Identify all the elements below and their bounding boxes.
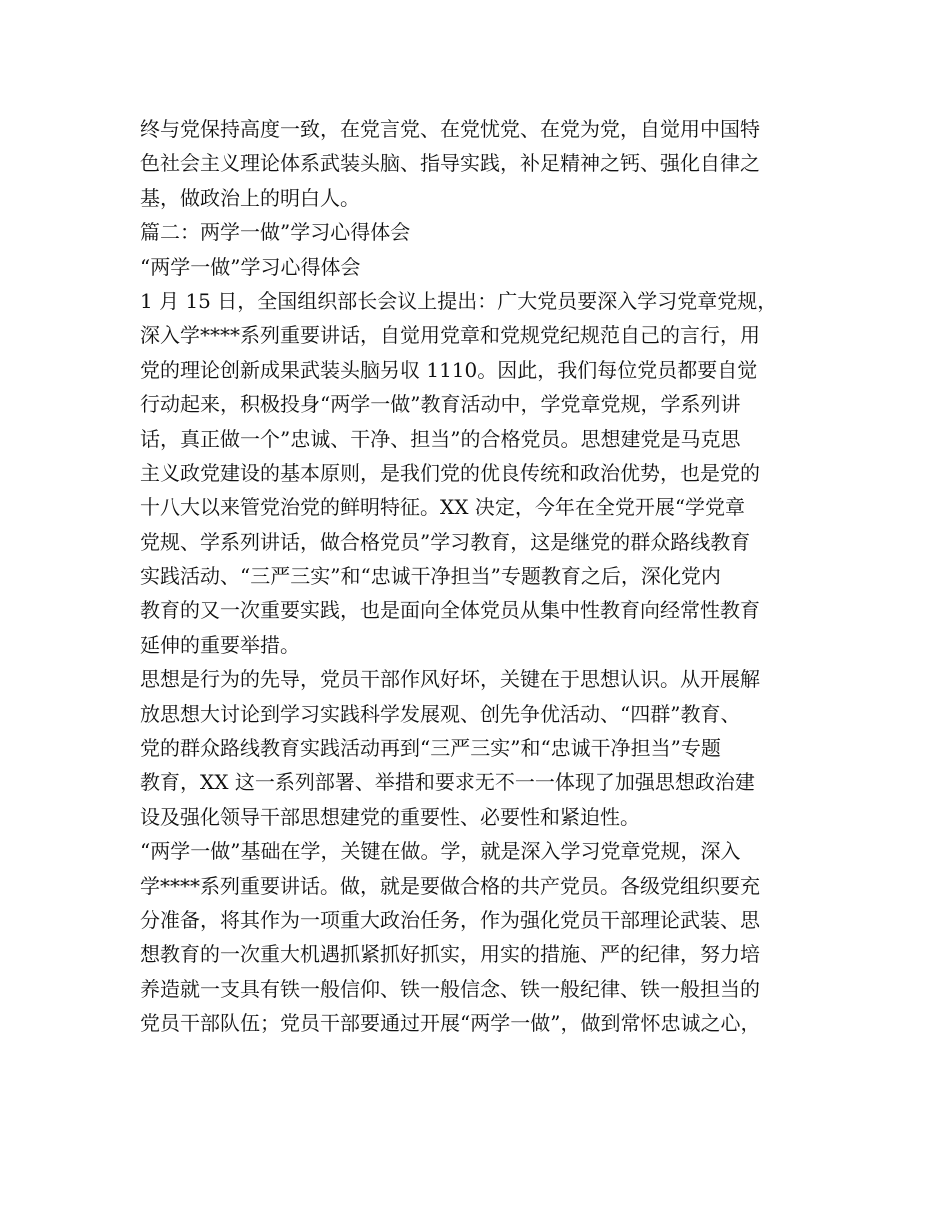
text-line: 放思想大讨论到学习实践科学发展观、创先争优活动、“四群”教育、 <box>140 701 741 726</box>
text-line: 党员干部队伍；党员干部要通过开展“两学一做”，做到常怀忠诚之心， <box>140 1011 761 1036</box>
text-line: 教育，XX 这一系列部署、举措和要求无不一一体现了加强思想政治建 <box>140 770 755 795</box>
text-line: 十八大以来管党治党的鲜明特征。XX 决定，今年在全党开展“学党章 <box>140 495 746 520</box>
text-line: 行动起来，积极投身“两学一做”教育活动中，学党章党规，学系列讲 <box>140 392 741 417</box>
text-line: 延伸的重要举措。 <box>140 632 300 657</box>
section-heading: 篇二：两学一做”学习心得体会 <box>140 220 411 245</box>
text-line: 实践活动、“三严三实”和“忠诚干净担当”专题教育之后，深化党内 <box>140 564 721 589</box>
text-line: 教育的又一次重要实践，也是面向全体党员从集中性教育向经常性教育 <box>140 598 760 623</box>
text-line: 党的理论创新成果武装头脑另収 1110。因此，我们每位党员都要自觉 <box>140 357 758 382</box>
text-line: 深入学****系列重要讲话，自觉用党章和党规党纪规范自己的言行，用 <box>140 323 760 348</box>
text-line: 色社会主义理论体系武装头脑、指导实践，补足精神之钙、强化自律之 <box>140 151 760 176</box>
text-line: 党规、学系列讲话，做合格党员”学习教育，这是继党的群众路线教育 <box>140 529 751 554</box>
document-body <box>140 112 830 1041</box>
text-line: 1 月 15 日，全国组织部长会议上提出：广大党员要深入学习党章党规， <box>140 288 778 313</box>
text-line: 思想是行为的先导，党员干部作风好坏，关键在于思想认识。从开展解 <box>140 667 760 692</box>
text-line: 设及强化领导干部思想建党的重要性、必要性和紧迫性。 <box>140 804 640 829</box>
text-line: 基，做政治上的明白人。 <box>140 185 360 210</box>
text-line: 主义政党建设的基本原则，是我们党的优良传统和政治优势，也是党的 <box>140 460 760 485</box>
text-line: 终与党保持高度一致，在党言党、在党忧党、在党为党，自觉用中国特 <box>140 117 760 141</box>
text-line: 分准备，将其作为一项重大政治任务，作为强化党员干部理论武装、思 <box>140 907 760 932</box>
text-line: 学****系列重要讲话。做，就是要做合格的共产党员。各级党组织要充 <box>140 873 760 898</box>
text-line: 党的群众路线教育实践活动再到“三严三实”和“忠诚干净担当”专题 <box>140 736 721 761</box>
text-line: 想教育的一次重大机遇抓紧抓好抓实，用实的措施、严的纪律，努力培 <box>140 942 760 967</box>
text-line: “两学一做”基础在学，关键在做。学，就是深入学习党章党规，深入 <box>140 839 741 864</box>
text-line: 养造就一支具有铁一般信仰、铁一般信念、铁一般纪律、铁一般担当的 <box>140 976 760 1001</box>
text-line: 话，真正做一个”忠诚、干净、担当”的合格党员。思想建党是马克思 <box>140 426 741 451</box>
article-title: “两学一做”学习心得体会 <box>140 254 361 279</box>
